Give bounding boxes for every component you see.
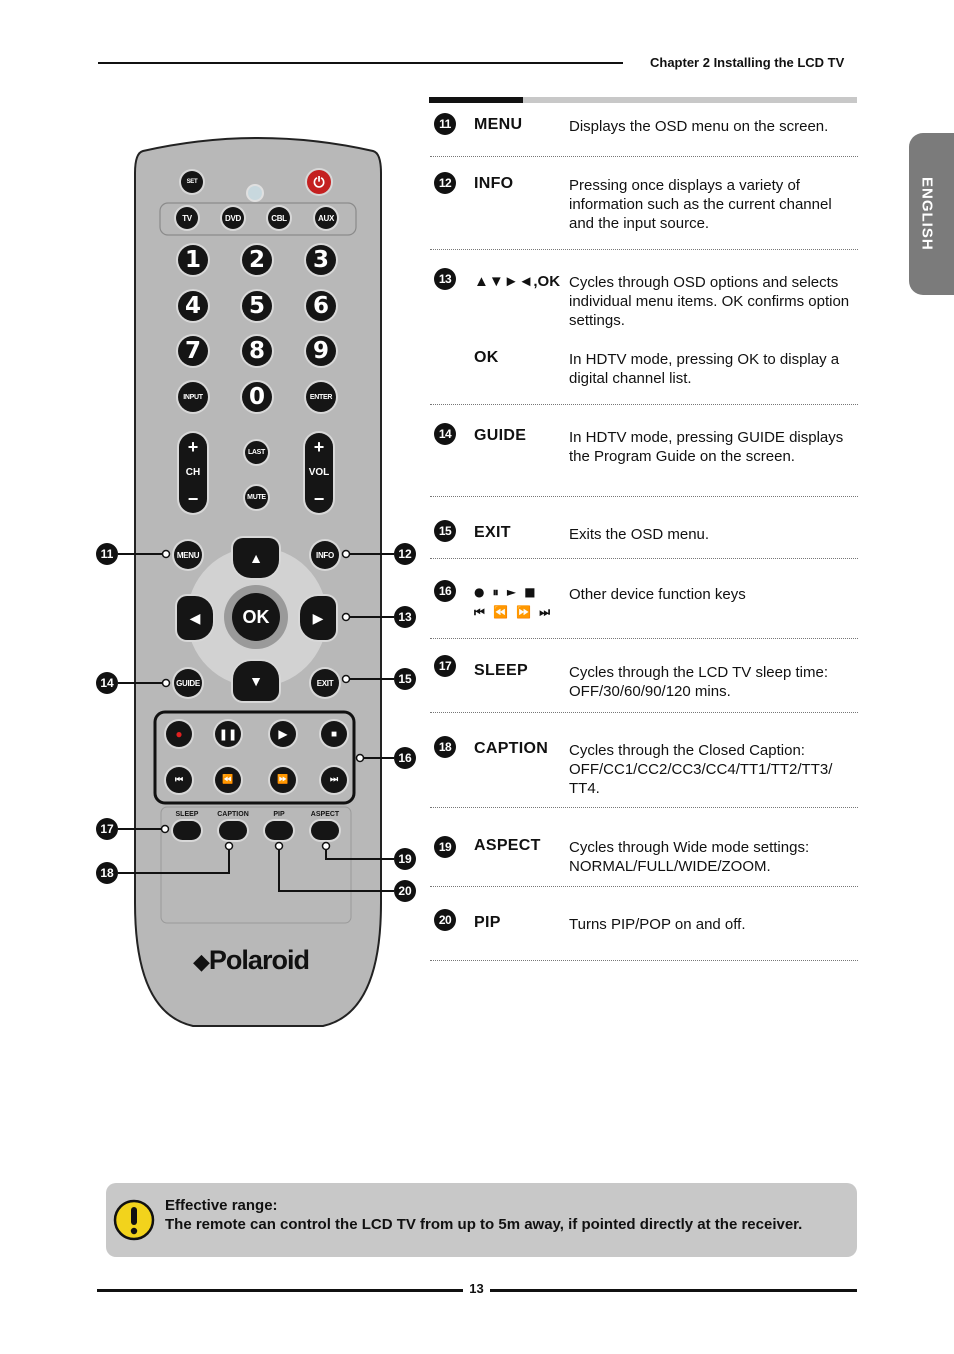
item-description: Cycles through OSD options and selects individual menu items. OK confirms option settings.: [569, 274, 850, 329]
callout-badge: 16: [394, 747, 416, 769]
chapter-title: Chapter 2 Installing the LCD TV: [650, 55, 845, 70]
vol-label: VOL: [308, 467, 330, 478]
item-number-badge: 16: [434, 580, 456, 602]
digit-5-button[interactable]: 5: [242, 291, 272, 321]
playback-symbols-row2: ⏮ ⏪ ⏩ ⏭: [474, 605, 553, 619]
stop-icon: ■: [330, 728, 338, 740]
guide-button[interactable]: GUIDE: [174, 669, 202, 697]
mute-button[interactable]: MUTE: [245, 486, 268, 509]
skip-forward-icon: ⏭: [329, 775, 339, 785]
note-title: Effective range:: [165, 1197, 278, 1214]
item-number-badge: 12: [434, 172, 456, 194]
plus-icon: +: [187, 437, 199, 457]
cbl-button[interactable]: CBL: [268, 207, 290, 229]
digit-9-button[interactable]: 9: [306, 336, 336, 366]
arrow-up-icon: ▲: [249, 550, 263, 566]
callout-badge: 12: [394, 543, 416, 565]
sleep-label: SLEEP: [175, 811, 199, 818]
item-number-badge: 13: [434, 268, 456, 290]
ok-button[interactable]: OK: [232, 593, 280, 641]
callout-badge: 14: [96, 672, 118, 694]
minus-icon: −: [313, 489, 325, 509]
dvd-button[interactable]: DVD: [222, 207, 244, 229]
aux-button[interactable]: AUX: [315, 207, 337, 229]
last-button[interactable]: LAST: [245, 441, 268, 464]
language-tab-label: ENGLISH: [918, 177, 936, 251]
arrow-down-icon: ▼: [249, 673, 263, 689]
item-number-badge: 18: [434, 736, 456, 758]
item-description: In HDTV mode, pressing GUIDE displays the Program Guide on the screen.: [569, 429, 844, 465]
digit-3-button[interactable]: 3: [306, 245, 336, 275]
footer-rule-right: [490, 1289, 857, 1292]
item-sub-label: OK: [474, 349, 499, 366]
digit-6-button[interactable]: 6: [306, 291, 336, 321]
digit-0-button[interactable]: 0: [242, 382, 272, 412]
fast-forward-icon: ⏩: [277, 775, 289, 785]
digit-2-button[interactable]: 2: [242, 245, 272, 275]
note-text: The remote can control the LCD TV from up to 5m away, if pointed directly at the receiver.: [165, 1216, 803, 1233]
enter-button[interactable]: ENTER: [306, 382, 336, 412]
exit-button[interactable]: EXIT: [311, 669, 339, 697]
brand-name: Polaroid: [208, 945, 309, 975]
callout-badge: 15: [394, 668, 416, 690]
item-number-badge: 14: [434, 423, 456, 445]
warning-icon: [113, 1199, 155, 1241]
arrow-left-icon: ◀: [189, 609, 201, 626]
item-label: ▲▼►◄,OK: [474, 273, 561, 290]
rewind-icon: ⏪: [222, 775, 234, 785]
ch-label: CH: [185, 467, 201, 478]
item-label: GUIDE: [474, 427, 527, 444]
item-sub-description: In HDTV mode, pressing OK to display a digital channel list.: [569, 351, 840, 387]
aspect-label: ASPECT: [310, 811, 340, 818]
caption-label: CAPTION: [217, 811, 249, 818]
item-description: Cycles through Wide mode settings: NORMAL/FULL/WIDE/ZOOM.: [569, 839, 810, 875]
item-number-badge: 17: [434, 655, 456, 677]
callout-badge: 17: [96, 818, 118, 840]
record-icon: ●: [175, 727, 183, 741]
callout-badge: 18: [96, 862, 118, 884]
item-label: SLEEP: [474, 662, 528, 679]
item-description: Cycles through the LCD TV sleep time: OFF/30/60/90/120 mins.: [569, 664, 829, 700]
power-icon: ⏻: [313, 173, 325, 190]
input-button[interactable]: INPUT: [178, 382, 208, 412]
item-description: Turns PIP/POP on and off.: [569, 916, 746, 933]
callout-badge: 11: [96, 543, 118, 565]
callout-badge: 19: [394, 848, 416, 870]
item-label: INFO: [474, 175, 514, 192]
item-description: Exits the OSD menu.: [569, 526, 710, 543]
plus-icon: +: [313, 437, 325, 457]
menu-button[interactable]: MENU: [174, 541, 202, 569]
arrow-right-icon: ▶: [312, 609, 324, 626]
tv-button[interactable]: TV: [176, 207, 198, 229]
footer-rule-left: [97, 1289, 463, 1292]
diamond-icon: ◆: [193, 949, 209, 974]
set-button[interactable]: SET: [181, 171, 203, 193]
pip-label: PIP: [273, 811, 285, 818]
info-button[interactable]: INFO: [311, 541, 339, 569]
item-number-badge: 11: [434, 113, 456, 135]
item-number-badge: 19: [434, 836, 456, 858]
callout-badge: 20: [394, 880, 416, 902]
item-description: Displays the OSD menu on the screen.: [569, 118, 829, 135]
digit-4-button[interactable]: 4: [178, 291, 208, 321]
digit-8-button[interactable]: 8: [242, 336, 272, 366]
item-description: Other device function keys: [569, 586, 746, 603]
page-number: 13: [469, 1281, 484, 1296]
item-label: EXIT: [474, 524, 511, 541]
item-number-badge: 20: [434, 909, 456, 931]
playback-symbols-row1: ● ⏸ ► ■: [474, 585, 538, 599]
item-label: ASPECT: [474, 837, 541, 854]
digit-7-button[interactable]: 7: [178, 336, 208, 366]
item-description: Cycles through the Closed Caption: OFF/CC1/CC2/CC3/CC4/TT1/TT2/TT3/ TT4.: [569, 742, 833, 797]
play-icon: ▶: [278, 727, 288, 741]
minus-icon: −: [187, 489, 199, 509]
digit-1-button[interactable]: 1: [178, 245, 208, 275]
callout-badge: 13: [394, 606, 416, 628]
item-label: MENU: [474, 116, 523, 133]
item-description: Pressing once displays a variety of information such as the current channel and the input source.: [569, 177, 832, 232]
skip-back-icon: ⏮: [174, 775, 184, 785]
item-label: CAPTION: [474, 740, 549, 757]
pause-icon: ❚❚: [218, 728, 238, 741]
item-number-badge: 15: [434, 520, 456, 542]
item-label: PIP: [474, 914, 501, 931]
